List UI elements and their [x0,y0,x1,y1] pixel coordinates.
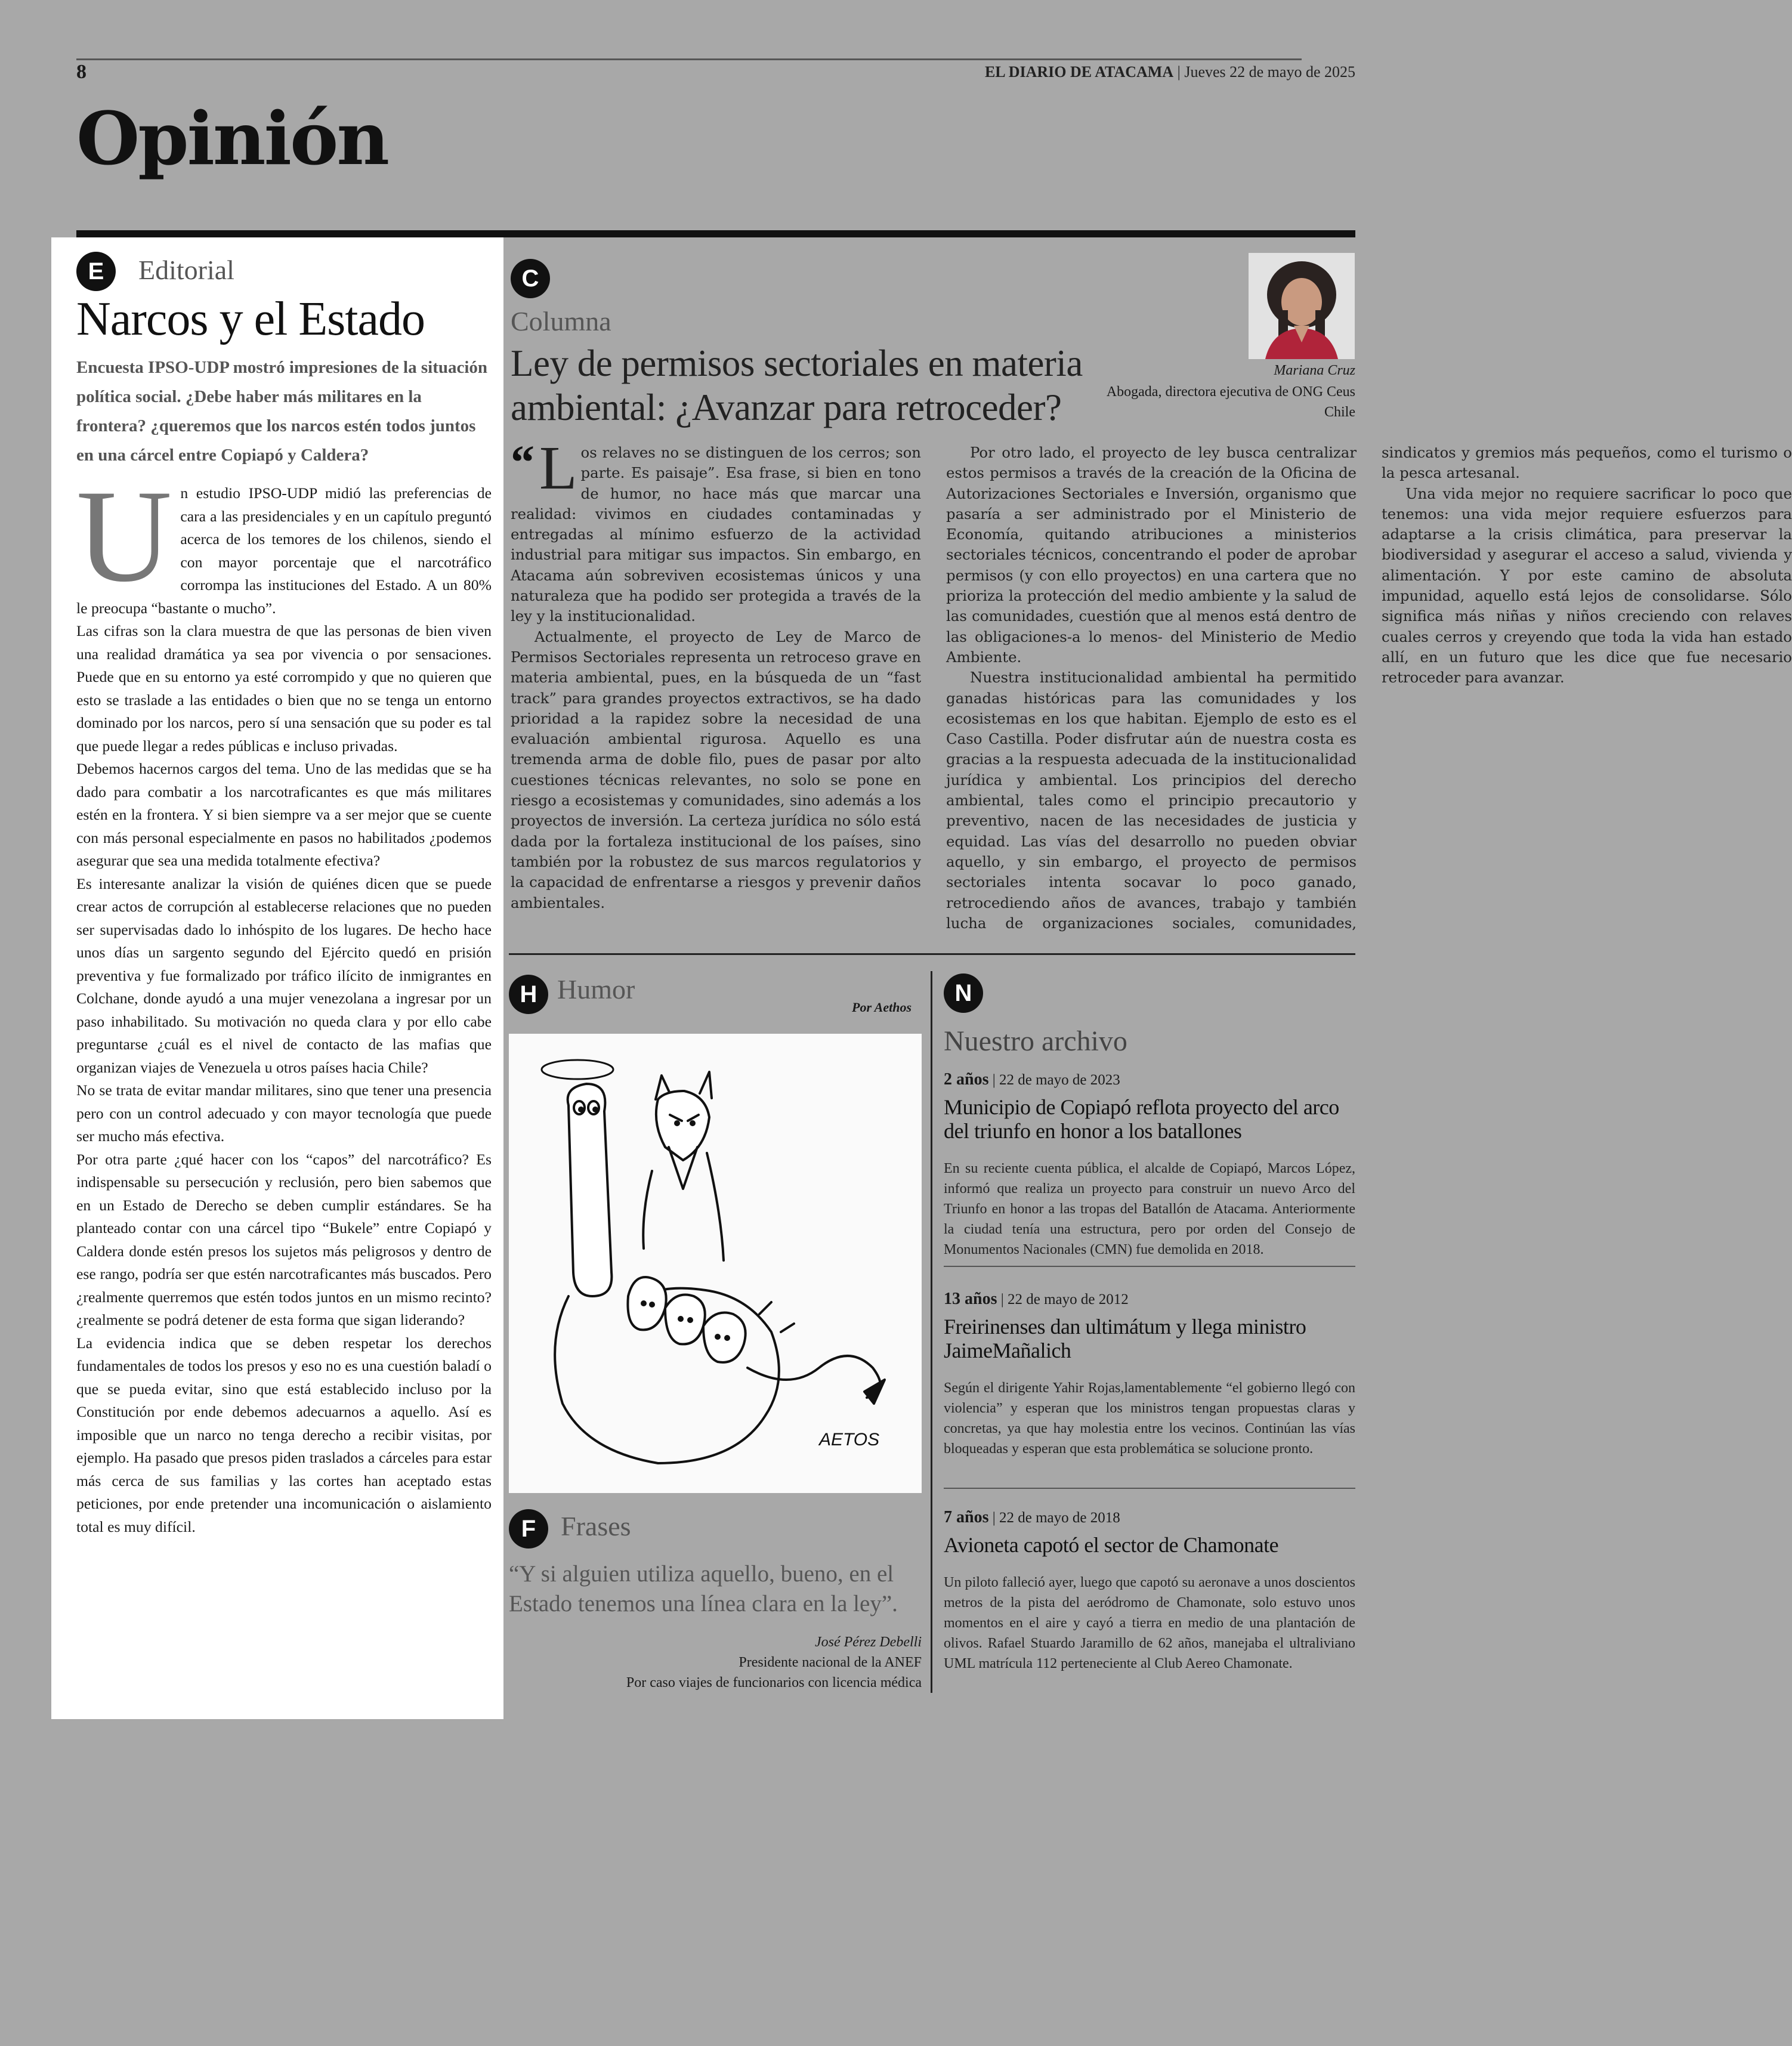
editorial-headline: Narcos y el Estado [76,293,425,345]
page-number: 8 [76,61,86,83]
archive-badge: N [944,973,983,1013]
column-headline: Ley de permisos sectoriales en materia ambiental: ¿Avanzar para retroceder? [511,342,1083,428]
humor-badge: H [509,975,548,1014]
column-paragraph: Por otro lado, el proyecto de ley busca centralizar estos permisos a través de la creación de la Oficina de Autorizaciones Sectoriales e Inversión, organismo que pasaría a ser administrado por el Ministerio de Economía, quitando atribuciones a ministerios sectoriales técnicos, concentrando el poder de aprobar permisos (y con ello proyectos) en una cartera que no prioriza la protección del medio ambiente y la salud de las comunidades, cuestión que al menos está dentro de las obligaciones-a lo menos- del Ministerio de Medio Ambiente. [946,444,1357,666]
cartoon-signature: AETOS [819,1430,880,1449]
frases-signature [626,1632,922,1693]
archive-meta: 7 años | 22 de mayo de 2018 [944,1508,1120,1526]
archive-headline: Avioneta capotó el sector de Chamonate [944,1533,1279,1557]
frases-name: José Pérez Debelli [814,1634,922,1650]
archive-meta: 13 años | 22 de mayo de 2012 [944,1290,1129,1308]
issue-date: Jueves 22 de mayo de 2025 [1184,63,1355,81]
archive-body: En su reciente cuenta pública, el alcalde de Copiapó, Marcos López, informó que realiza un proyecto para construir un nuevo Arco del Triunfo en honor a las tropas del Batallón de Atacama. Anteriormente la ciudad tenía una estructura, pero por orden del Consejo de Monumentos Nacionales (CMN) fue demolida en 2018. [944,1161,1355,1257]
editorial-paragraph: Es interesante analizar la visión de quiénes dicen que se puede crear actos de corrupción al establecerse relaciones que no pueden ser supervisadas dado lo inhóspito de los lugares. De hecho hace unos días un sargento segundo del Ejército quedó en prisión preventiva y fue formalizado por tráfico ilícito de inmigrantes en Colchane, donde ayudó a una mujer venezolana a ingresar por un paso inhabilitado. Su motivación no queda clara y por ello cabe preguntarse ¿cuál es el nivel de contacto de las mafias que organizan viajes de Venezuela u otros países hacia Chile? [76,874,492,1076]
column-author: Mariana Cruz [1274,363,1355,378]
column-body [511,434,1792,938]
archive-separator [944,1488,1355,1489]
column-paragraph: Una vida mejor no requiere sacrificar lo poco que tenemos: una vida mejor requiere esfuerzos para adaptarse a la crisis climática, para preservar la biodiversidad y asegurar el acceso a salud, vivienda y alimentación. Y por este camino de absoluta impunidad, aquello está lejos de consolidarse. Sólo significa más niñas y niños creciendo con relaves cuales cerros y creyendo que toda la vida han estado allí, en un futuro que les dice que fue necesario retroceder para avanzar. [1382,484,1792,687]
column-badge: C [511,259,550,298]
editorial-badge: E [76,252,116,291]
editorial-paragraph: La evidencia indica que se deben respetar los derechos fundamentales de todos los presos y eso no es una cuestión baladí o que se pueda evitar, sino que está establecido incluso por la Constitución por ende debemos adecuarnos a aquello. Así es imposible que un narco no tenga derecho a recibir visitas, por ejemplo. Ha pasado que presos piden traslados a cárceles para estar más cerca de sus familias y las cortes han aceptado estas peticiones, por ende pretender una incomunicación o aislamiento total es muy difícil. [76,1334,492,1535]
column-dropcap: L [539,434,577,502]
top-rule [76,58,1302,60]
column-paragraph: Actualmente, el proyecto de Ley de Marco de Permisos Sectoriales representa un retroceso grave en materia ambiental, pues, en la búsqueda de un “fast track” para grandes proyectos extractivos, se ha dado prioridad a la rapidez sobre la necesidad de una evaluación ambiental rigurosa. Aquello es una tremenda arma de doble filo, pues de pasar por alto cuestiones técnicas relevantes, no solo se pone en riesgo a ecosistemas y comunidades, sino además a los proyectos de inversión. La certeza jurídica no sólo está dada por la fortaleza institucional de los países, sino también por la robustez de sus marcos regulatorios y la capacidad de enfrentarse a riesgos y prevenir daños ambientales. [511,628,921,911]
quote-mark: “ [511,437,534,489]
archive-headline: Municipio de Copiapó reflota proyecto del arco del triunfo en honor a los batallones [944,1095,1339,1143]
archive-item [944,1290,1355,1459]
editorial-kicker: Editorial [138,255,234,285]
editorial-paragraph: No se trata de evitar mandar militares, sino que tener una presencia pero con un control adecuado y con mayor tecnología que puede ser mucho más efectiva. [76,1081,492,1145]
frases-role: Presidente nacional de la ANEF [739,1655,922,1670]
frases-context: Por caso viajes de funcionarios con licencia médica [626,1675,922,1690]
archive-body: Un piloto falleció ayer, luego que capotó su aeronave a unos doscientos metros de la pista del aeródromo de Chamonate, solo estuvo unos momentos en el aire y cayó a tierra en medio de una plantación de olivos. Rafael Stuardo Jaramillo de 62 años, manejaba el ultraliviano UML matrícula 112 perteneciente al Club Aereo Chamonate. [944,1575,1355,1671]
editorial-paragraph: Un estudio IPSO-UDP midió las preferencias de cara a las presidenciales y en un capítulo preguntó acerca de los temores de los chilenos, siendo el con mayor porcentaje que el narcotráfico corrompa las instituciones del Estado. A un 80% le preocupa “bastante o mucho”. [76,463,492,617]
archive-meta: 2 años | 22 de mayo de 2023 [944,1070,1120,1089]
editorial-lead: Encuesta IPSO-UDP mostró impresiones de la situación política social. ¿Debe haber más militares en la frontera? ¿queremos que los narcos estén todos juntos en una cárcel entre Copiapó y Caldera? [76,358,488,465]
archive-headline: Freirinenses dan ultimátum y llega ministro JaimeMañalich [944,1315,1306,1362]
column-kicker: Columna [511,306,611,336]
humor-kicker: Humor [557,974,635,1005]
editorial-paragraph: Debemos hacernos cargos del tema. Uno de las medidas que se ha dado para combatir a los narcotraficantes es que más militares estén en la frontera. Y si bien siempre va a ser mejor que se cuente con más personal especialmente en pasos no habilitados ¿podemos asegurar que sea una medida totalmente efectiva? [76,760,492,869]
newspaper-name: EL DIARIO DE ATACAMA [984,63,1174,81]
archive-body: Según el dirigente Yahir Rojas,lamentablemente “el gobierno llegó con violencia” y esperan que los ministros tengan propuestas claras y concretas, ya que hay molestia entre los vecinos. Continúan las vías bloqueadas y esperan que esta problemática se solucione pronto. [944,1380,1355,1457]
frases-quote: “Y si alguien utiliza aquello, bueno, en el Estado tenemos una línea clara en la ley”. [509,1561,898,1617]
archive-item [944,1070,1355,1260]
section-title: Opinión [76,95,388,181]
humor-cartoon [509,1034,922,1493]
column-paragraph: Nuestra institucionalidad ambiental ha permitido ganadas históricas para las comunidades y los ecosistemas en los que habitan. Ejemplo de esto es el Caso Castilla. Poder disfrutar aún de nuestra costa es gracias a la respuesta adecuada de la institucionalidad jurídica y ambiental. Los principios del derecho ambiental, tales como el principio precautorio y preventivo, nacen de las necesidades de justicia y equidad. Las vías del desarrollo no pueden obviar aquello, y sin embargo, el proyecto de permisos sectoriales intenta socavar lo poco ganado, retrocediendo años de avances, trabajo y también lucha de organizaciones sociales, comunidades, sindicatos y gremios más pequeños, como el turismo o la pesca artesanal. [946,444,1792,932]
frases-badge: F [509,1509,548,1549]
archive-item [944,1508,1355,1674]
archive-kicker: Nuestro archivo [944,1025,1127,1057]
editorial-paragraph: Por otra parte ¿qué hacer con los “capos” del narcotráfico? Es indispensable su persecución y reclusión, pero bien sabemos que en un Estado de Derecho se deben cumplir estándares. Se ha planteado contar con una cárcel tipo “Bukele” entre Copiapó y Caldera donde estén presos los sujetos más peligrosos y dentro de ese rango, podría ser que estén narcotraficantes más buscados. Pero ¿realmente querremos que estén todos juntos en un mismo recinto? ¿realmente se podrá detener de esta forma que sigan liderando? [76,1150,492,1328]
section-rule [76,230,1355,237]
archive-separator [944,1266,1355,1267]
column-bottom-rule [509,953,1355,955]
editorial-dropcap: U [76,463,172,610]
frases-kicker: Frases [561,1511,631,1541]
column-paragraph: “ L os relaves no se distinguen de los cerros; son parte. Es paisaje”. Esa frase, si bien en tono de humor, no hace más que marcar una realidad: vivimos en ciudades contaminadas y entregadas al mínimo esfuerzo de la actividad industrial para mitigar sus impactos. Sin embargo, en Atacama aún sobreviven ecosistemas únicos y una naturaleza que ha podido ser protegida a través de la ley y la institucionalidad. [511,434,921,625]
humor-credit: Por Aethos [852,1000,912,1015]
masthead: EL DIARIO DE ATACAMA | Jueves 22 de mayo de 2025 [984,63,1355,81]
editorial-body [76,463,492,1538]
author-photo [1249,253,1355,359]
editorial-paragraph: Las cifras son la clara muestra de que las personas de bien viven una realidad dramática ya sea por vivencia o por sensaciones. Puede que en su entorno ya esté corrompido y que no quieren que esto se traslade a las entidades o bien que no se tenga un entorno dominado por los narcos, pero sí una sensación que su poder es tal que puede llegar a redes públicas e incluso privadas. [76,622,492,755]
column-author-role: Abogada, directora ejecutiva de ONG Ceus Chile [1106,384,1355,420]
